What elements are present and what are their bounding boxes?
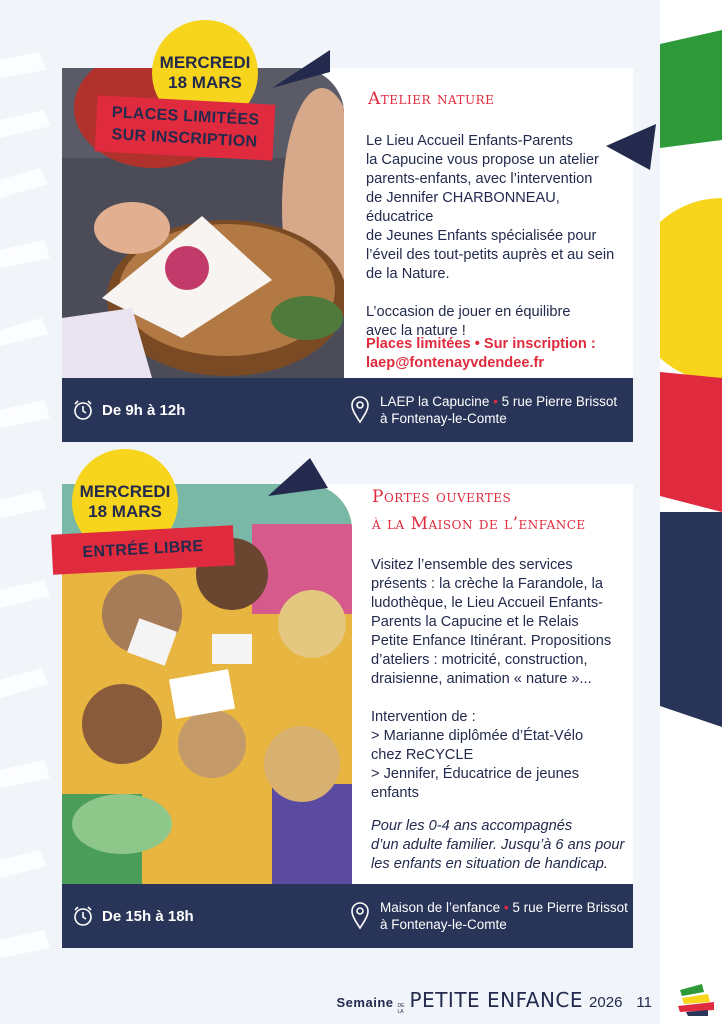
footer-de-la <box>398 1003 406 1015</box>
event-date-month: 18 MARS <box>168 73 242 92</box>
event-time <box>72 884 194 948</box>
free-entry-ribbon: ENTRÉE LIBRE <box>51 525 235 574</box>
event-date-month: 18 MARS <box>88 502 162 521</box>
event-location <box>350 884 628 948</box>
location-separator: • <box>503 900 509 915</box>
footer-petite-enfance: PETITE ENFANCE <box>409 988 584 1012</box>
event-card-atelier-nature <box>62 53 633 442</box>
location-name: Maison de l’enfance <box>380 900 501 915</box>
ribbon-line-2: SUR INSCRIPTION <box>111 126 258 151</box>
event-info-bar <box>62 378 633 442</box>
event-title-line-1: Portes ouvertes <box>372 487 512 507</box>
location-separator: • <box>493 394 498 409</box>
alarm-clock-icon <box>72 399 94 421</box>
event-date-day: MERCREDI <box>159 53 251 72</box>
footer-de: DE <box>397 1003 405 1009</box>
left-decorative-band <box>0 0 62 1024</box>
location-street: 5 rue Pierre Brissot <box>501 394 618 409</box>
festival-logo-icon <box>678 982 716 1016</box>
event-age-note: Pour les 0-4 ans accompagnés d’un adulte familier. Jusqu’à 6 ans pour les enfants en situation de handicap. <box>371 818 625 872</box>
event-registration-info <box>366 335 631 373</box>
event-description: Visitez l’ensemble des services présents : la crèche la Farandole, la ludothèque, le Lieu Accueil Enfants- Parents la Capucine et le Relais Petite Enfance Itinérant. Propositions d’ateliers : motricité, construction, draisienne, animation « nature »... Intervention de : > Marianne diplômée d’État-Vélo chez ReCYCLE > Jennifer, Éducatrice de jeunes enfants <box>371 557 612 801</box>
page-footer <box>337 988 652 1015</box>
event-description: Le Lieu Accueil Enfants-Parents la Capucine vous propose un atelier parents-enfants, avec l’intervention de Jennifer CHARBONNEAU, éducatrice de Jeunes Enfants spécialisée pour l’éveil des tout-petits auprès et au sein de la Nature. L’occasion de jouer en équilibre avec la nature ! <box>366 133 615 339</box>
location-city: à Fontenay-le-Comte <box>380 917 507 932</box>
footer-year: 2026 <box>589 994 623 1011</box>
location-name: LAEP la Capucine <box>380 394 490 409</box>
triangle-pennant-icon <box>268 458 330 498</box>
right-decorative-column <box>660 0 722 1024</box>
event-card-portes-ouvertes <box>62 484 633 948</box>
event-title-line-2: à la Maison de l’enfance <box>372 514 586 534</box>
event-date-day: MERCREDI <box>79 482 171 501</box>
registration-ribbon <box>95 95 276 160</box>
event-title <box>372 484 586 538</box>
event-location <box>350 378 617 442</box>
triangle-pennant-icon <box>272 50 332 90</box>
page-number: 11 <box>636 994 652 1011</box>
map-pin-icon <box>350 902 370 930</box>
event-time <box>72 378 185 442</box>
event-title: Atelier nature <box>368 89 495 109</box>
footer-semaine: Semaine <box>336 995 394 1010</box>
location-city: à Fontenay-le-Comte <box>380 411 507 426</box>
ribbon-line-1: PLACES LIMITÉES <box>111 104 260 129</box>
registration-text: Places limitées • Sur inscription : <box>366 336 596 352</box>
event-info-bar <box>62 884 633 948</box>
event-time-text: De 9h à 12h <box>102 401 186 419</box>
footer-la: LA <box>397 1009 404 1015</box>
alarm-clock-icon <box>72 905 94 927</box>
location-street: 5 rue Pierre Brissot <box>512 900 628 915</box>
registration-email[interactable]: laep@fontenayvdendee.fr <box>366 355 545 371</box>
event-time-text: De 15h à 18h <box>102 907 194 925</box>
map-pin-icon <box>350 396 370 424</box>
right-decorative-shapes <box>660 0 722 1024</box>
